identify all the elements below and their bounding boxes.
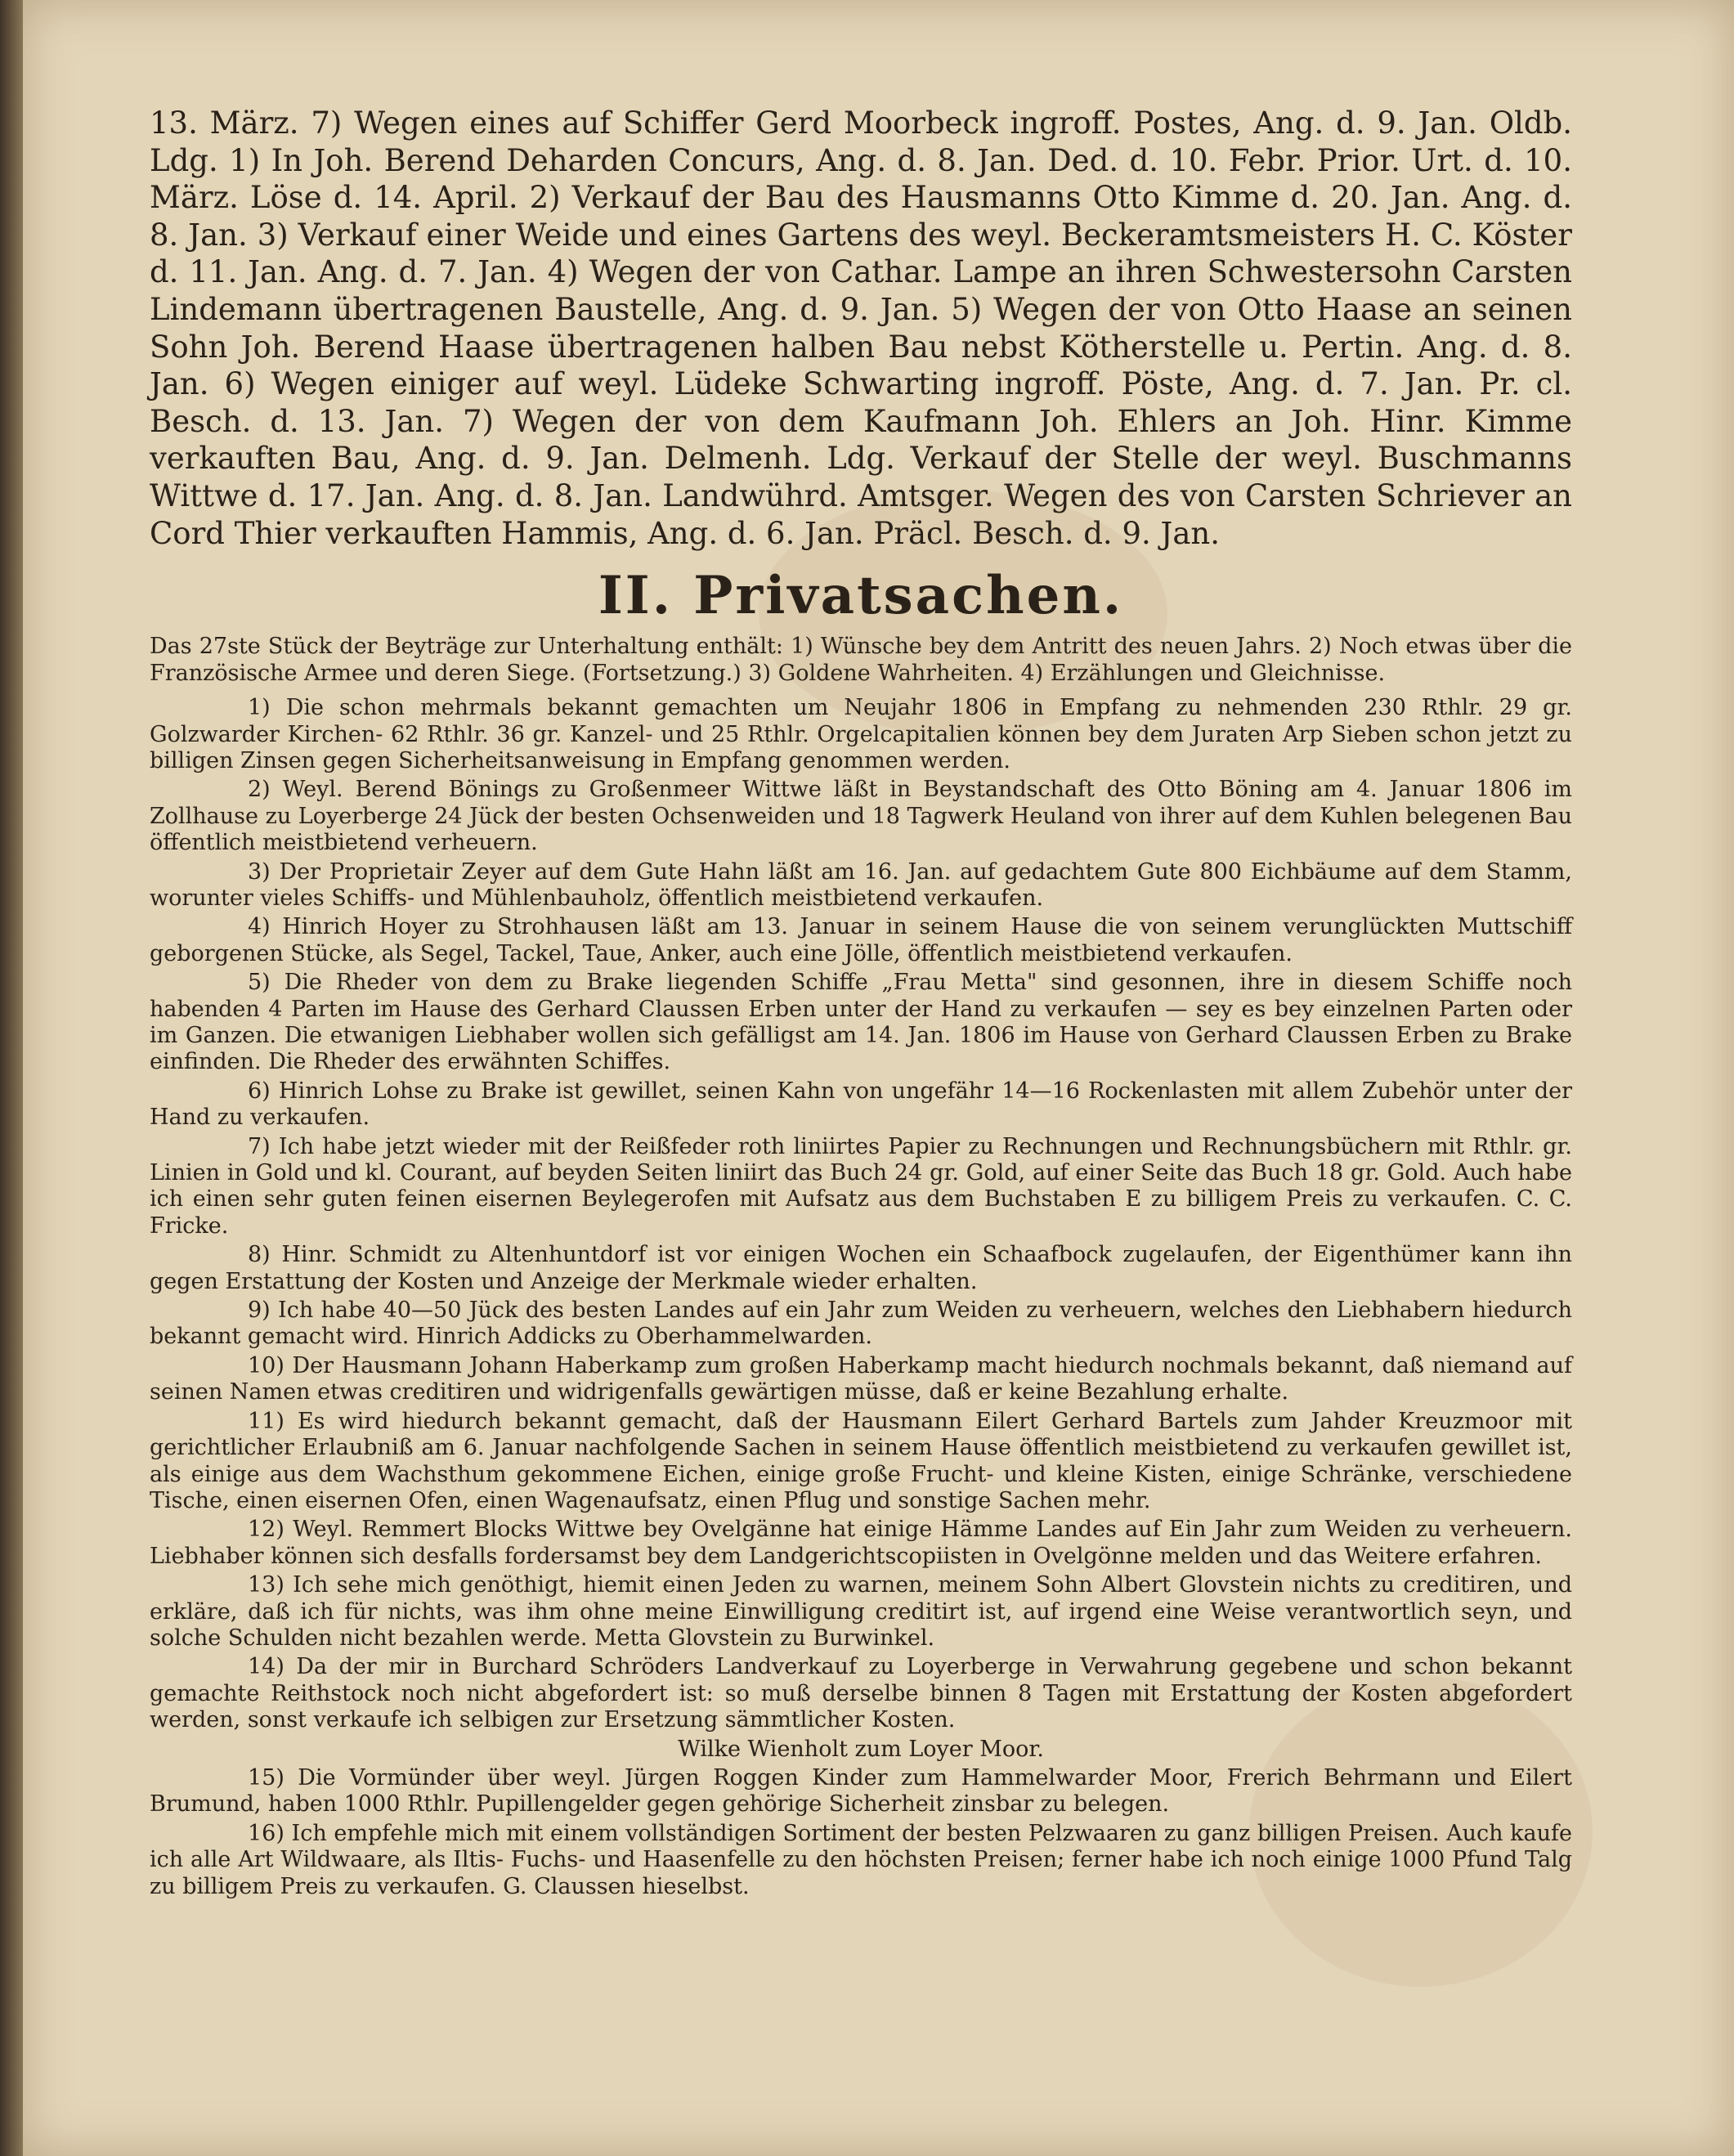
notice-item-5: 5) Die Rheder von dem zu Brake liegenden Schiffe „Frau Metta" sind gesonnen, ihre in diesem Schiffe noch habenden 4 Parten im Hause des Gerhard Claussen Erben unter der Hand zu verkaufen — sey es bey einzelnen Parten oder im Ganzen. Die etwanigen Liebhaber wollen sich gefälligst am 14. Jan. 1806 im Hause von Gerhard Claussen Erben zu Brake einfinden. Die Rheder des erwähnten Schiffes. [150, 970, 1572, 1075]
notice-item-14: 14) Da der mir in Burchard Schröders Landverkauf zu Loyerberge in Verwahrung gegebene und schon bekannt gemachte Reithstock noch nicht abgefordert ist: so muß derselbe binnen 8 Tagen mit Erstattung der Kosten abgefordert werden, sonst verkaufe ich selbigen zur Ersetzung sämmtlicher Kosten. [150, 1654, 1572, 1733]
notice-item-3: 3) Der Proprietair Zeyer auf dem Gute Hahn läßt am 16. Jan. auf gedachtem Gute 800 Eichbäume auf dem Stamm, worunter vieles Schiffs- und Mühlenbauholz, öffentlich meistbietend verkaufen. [150, 858, 1572, 911]
notice-item-1: 1) Die schon mehrmals bekannt gemachten um Neujahr 1806 in Empfang zu nehmenden 230 Rthlr. 29 gr. Golzwarder Kirchen- 62 Rthlr. 36 gr. Kanzel- und 25 Rthlr. Orgelcapitalien können bey dem Juraten Arp Sieben schon jetzt zu billigen Zinsen gegen Sicherheitsanweisung in Empfang genommen werden. [150, 695, 1572, 773]
notice-item-6: 6) Hinrich Lohse zu Brake ist gewillet, seinen Kahn von ungefähr 14—16 Rockenlasten mit allem Zubehör unter der Hand zu verkaufen. [150, 1078, 1572, 1131]
notice-item-7: 7) Ich habe jetzt wieder mit der Reißfeder roth liniirtes Papier zu Rechnungen und Rechnungsbüchern mit Rthlr. gr. Linien in Gold und kl. Courant, auf beyden Seiten liniirt das Buch 24 gr. Gold, auf einer Seite das Buch 18 gr. Gold. Auch habe ich einen sehr guten feinen eisernen Beylegerofen mit Aufsatz aus dem Buchstaben E zu billigem Preis zu verkaufen. C. C. Fricke. [150, 1133, 1572, 1239]
notice-item-8: 8) Hinr. Schmidt zu Altenhuntdorf ist vor einigen Wochen ein Schaafbock zugelaufen, der Eigenthümer kann ihn gegen Erstattung der Kosten und Anzeige der Merkmale wieder erhalten. [150, 1242, 1572, 1294]
notice-item-14-signature [150, 1737, 1572, 1763]
notice-item-12: 12) Weyl. Remmert Blocks Wittwe bey Ovelgänne hat einige Hämme Landes auf Ein Jahr zum Weiden zu verheuern. Liebhaber können sich desfalls fordersamst bey dem Landgerichtscopiisten in Ovelgönne melden und das Weitere erfahren. [150, 1517, 1572, 1569]
court-notices-paragraph: 13. März. 7) Wegen eines auf Schiffer Gerd Moorbeck ingroff. Postes, Ang. d. 9. Jan. Oldb. Ldg. 1) In Joh. Berend Deharden Concurs, Ang. d. 8. Jan. Ded. d. 10. Febr. Prior. Urt. d. 10. März. Löse d. 14. April. 2) Verkauf der Bau des Hausmanns Otto Kimme d. 20. Jan. Ang. d. 8. Jan. 3) Verkauf einer Weide und eines Gartens des weyl. Beckeramtsmeisters H. C. Köster d. 11. Jan. Ang. d. 7. Jan. 4) Wegen der von Cathar. Lampe an ihren Schwestersohn Carsten Lindemann übertragenen Baustelle, Ang. d. 9. Jan. 5) Wegen der von Otto Haase an seinen Sohn Joh. Berend Haase übertragenen halben Bau nebst Kötherstelle u. Pertin. Ang. d. 8. Jan. 6) Wegen einiger auf weyl. Lüdeke Schwarting ingroff. Pöste, Ang. d. 7. Jan. Pr. cl. Besch. d. 13. Jan. 7) Wegen der von dem Kaufmann Joh. Ehlers an Joh. Hinr. Kimme verkauften Bau, Ang. d. 9. Jan. Delmenh. Ldg. Verkauf der Stelle der weyl. Buschmanns Wittwe d. 17. Jan. Ang. d. 8. Jan. Landwührd. Amtsger. Wegen des von Carsten Schriever an Cord Thier verkauften Hammis, Ang. d. 6. Jan. Präcl. Besch. d. 9. Jan. [150, 105, 1572, 551]
notice-item-4: 4) Hinrich Hoyer zu Strohhausen läßt am 13. Januar in seinem Hause die von seinem verunglückten Muttschiff geborgenen Stücke, als Segel, Tackel, Taue, Anker, auch eine Jölle, öffentlich meistbietend verkaufen. [150, 914, 1572, 966]
notice-item-16: 16) Ich empfehle mich mit einem vollständigen Sortiment der besten Pelzwaaren zu ganz billigen Preisen. Auch kaufe ich alle Art Wildwaare, als Iltis- Fuchs- und Haasenfelle zu den höchsten Preisen; ferner habe ich noch einige 1000 Pfund Talg zu billigem Preis zu verkaufen. G. Claussen hieselbst. [150, 1820, 1572, 1899]
notice-item-11: 11) Es wird hiedurch bekannt gemacht, daß der Hausmann Eilert Gerhard Bartels zum Jahder Kreuzmoor mit gerichtlicher Erlaubniß am 6. Januar nachfolgende Sachen in seinem Hause öffentlich meistbietend zu verkaufen gewillet ist, als einige aus dem Wachsthum gekommene Eichen, einige große Frucht- und kleine Kisten, einige Schränke, verschiedene Tische, einen eisernen Ofen, einen Wagenaufsatz, einen Pflug und sonstige Sachen mehr. [150, 1408, 1572, 1513]
notice-item-2: 2) Weyl. Berend Bönings zu Großenmeer Wittwe läßt in Beystandschaft des Otto Böning am 4. Januar 1806 im Zollhause zu Loyerberge 24 Jück der besten Ochsenweiden und 18 Tagwerk Heuland von ihrer auf dem Kuhlen belegenen Bau öffentlich meistbietend verheuern. [150, 777, 1572, 856]
newspaper-page [23, 0, 1734, 2156]
signature: Wilke Wienholt zum Loyer Moor. [678, 1736, 1044, 1762]
private-notices-list [150, 695, 1572, 1900]
binding-edge [0, 0, 23, 2156]
page-content [150, 105, 1572, 1903]
notice-item-13: 13) Ich sehe mich genöthigt, hiemit einen Jeden zu warnen, meinem Sohn Albert Glovstein nichts zu creditiren, und erkläre, daß ich für nichts, was ihm ohne meine Einwilligung creditirt ist, auf irgend eine Weise verantwortlich seyn, und solche Schulden nicht bezahlen werde. Metta Glovstein zu Burwinkel. [150, 1572, 1572, 1651]
notice-item-10: 10) Der Hausmann Johann Haberkamp zum großen Haberkamp macht hiedurch nochmals bekannt, daß niemand auf seinen Namen etwas creditiren und widrigenfalls gewärtigen müsse, daß er keine Bezahlung erhalte. [150, 1352, 1572, 1405]
section-title: II. Privatsachen. [598, 565, 1124, 627]
notice-item-9: 9) Ich habe 40—50 Jück des besten Landes auf ein Jahr zum Weiden zu verheuern, welches den Liebhabern hiedurch bekannt gemacht wird. Hinrich Addicks zu Oberhammelwarden. [150, 1298, 1572, 1350]
contents-intro-paragraph: Das 27ste Stück der Beyträge zur Unterhaltung enthält: 1) Wünsche bey dem Antritt des neuen Jahrs. 2) Noch etwas über die Französische Armee und deren Siege. (Fortsetzung.) 3) Goldene Wahrheiten. 4) Erzählungen und Gleichnisse. [150, 634, 1572, 686]
notice-item-15: 15) Die Vormünder über weyl. Jürgen Roggen Kinder zum Hammelwarder Moor, Frerich Behrmann und Eilert Brumund, haben 1000 Rthlr. Pupillengelder gegen gehörige Sicherheit zinsbar zu belegen. [150, 1764, 1572, 1818]
